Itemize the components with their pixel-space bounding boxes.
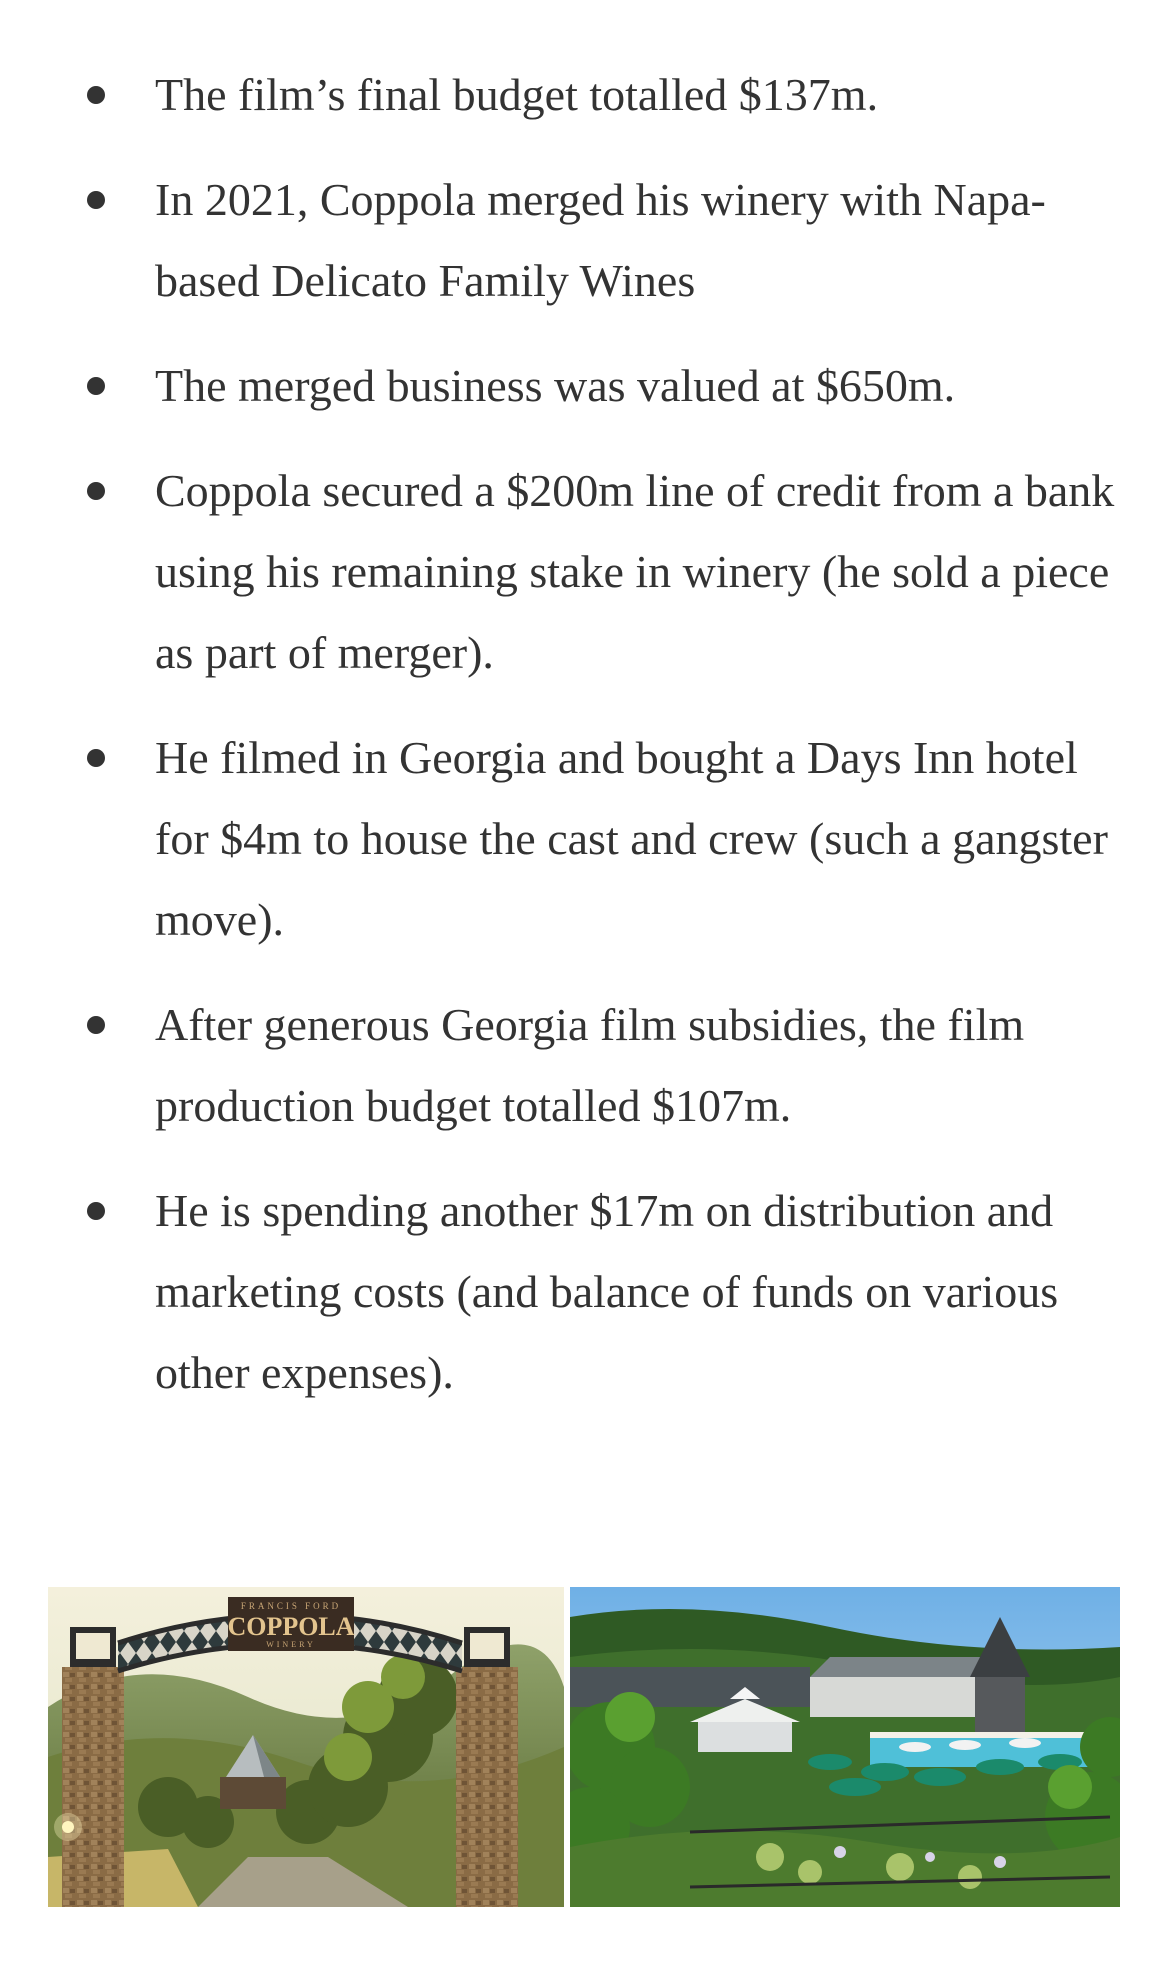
- bullet-text: The merged business was valued at $650m.: [155, 360, 956, 411]
- list-item: [0, 54, 1170, 135]
- bullet-dot: [87, 86, 105, 104]
- gate-sign-top: FRANCIS FORD: [240, 1601, 342, 1611]
- bullet-dot: [87, 1202, 105, 1220]
- winery-resort-photo: [570, 1587, 1120, 1907]
- bullet-text: Coppola secured a $200m line of credit from a bank using his remaining stake in winery (he sold a piece as part of merger).: [155, 465, 1115, 678]
- gate-sign-main: COPPOLA: [227, 1612, 355, 1641]
- gate-sign-bottom: WINERY: [266, 1640, 316, 1649]
- list-item: [0, 159, 1170, 321]
- list-item: [0, 450, 1170, 693]
- bullet-dot: [87, 749, 105, 767]
- bullet-text: He filmed in Georgia and bought a Days Inn hotel for $4m to house the cast and crew (such a gangster move).: [155, 732, 1108, 945]
- bullet-dot: [87, 377, 105, 395]
- list-item: [0, 345, 1170, 426]
- bullet-dot: [87, 482, 105, 500]
- list-item: [0, 717, 1170, 960]
- bullet-text: After generous Georgia film subsidies, the film production budget totalled $107m.: [155, 999, 1025, 1131]
- bullet-text: He is spending another $17m on distribution and marketing costs (and balance of funds on various other expenses).: [155, 1185, 1059, 1398]
- photo-collage: [48, 1587, 1120, 1907]
- bullet-dot: [87, 1016, 105, 1034]
- bullet-dot: [87, 191, 105, 209]
- bullet-text: The film’s final budget totalled $137m.: [155, 69, 879, 120]
- winery-gate-photo: [48, 1587, 564, 1907]
- list-item: [0, 984, 1170, 1146]
- list-item: [0, 1170, 1170, 1413]
- bullet-list: [0, 54, 1170, 1437]
- bullet-text: In 2021, Coppola merged his winery with Napa-based Delicato Family Wines: [155, 174, 1046, 306]
